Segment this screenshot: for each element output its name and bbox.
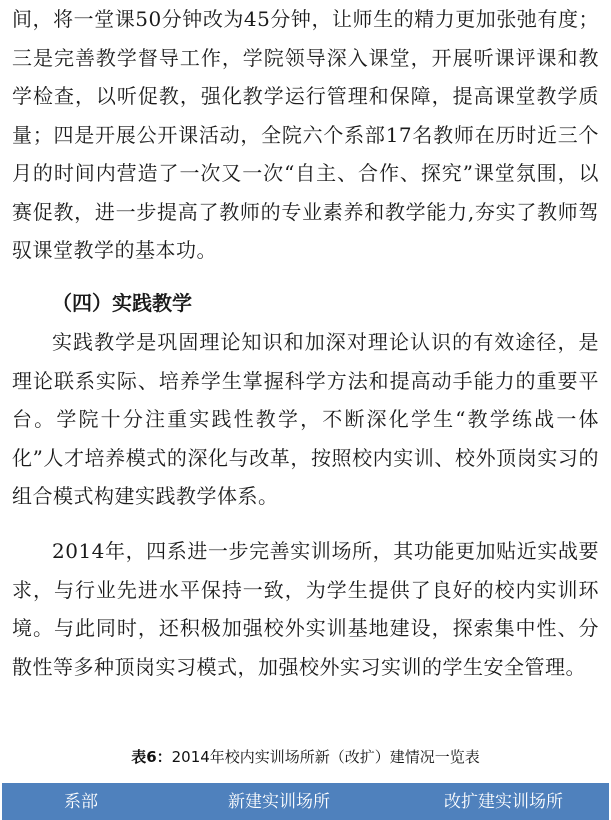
table-header-new-facilities: 新建实训场所: [228, 792, 330, 812]
table-caption-text: 2014年校内实训场所新（改扩）建情况一览表: [171, 748, 480, 766]
table-header-row: [2, 783, 609, 820]
table-caption-label: 表6：: [131, 748, 172, 766]
section-heading-practice-teaching: （四）实践教学: [52, 291, 192, 315]
paragraph-training-facilities: 2014年，四系进一步完善实训场所，其功能更加贴近实战要求，与行业先进水平保持一致，为学生提供了良好的校内实训环境。与此同时，还积极加强校外实训基地建设，探索集中性、分散性等多种顶岗实习模式，加强校外实习实训的学生安全管理。: [12, 539, 599, 679]
table-header-expanded-facilities: 改扩建实训场所: [444, 792, 563, 812]
table-header-department: 系部: [64, 792, 98, 812]
paragraph-practice-teaching: 实践教学是巩固理论知识和加深对理论认识的有效途径，是理论联系实际、培养学生掌握科学方法和提高动手能力的重要平台。学院十分注重实践性教学，不断深化学生“教学练战一体化”人才培养模式的深化与改革，按照校内实训、校外顶岗实习的组合模式构建实践教学体系。: [12, 330, 599, 508]
paragraph-teaching-reform: 间，将一堂课50分钟改为45分钟，让师生的精力更加张弛有度；三是完善教学督导工作，学院领导深入课堂，开展听课评课和教学检查，以听促教，强化教学运行管理和保障，提高课堂教学质量；四是开展公开课活动，全院六个系部17名教师在历时近三个月的时间内营造了一次又一次“自主、合作、探究”课堂氛围，以赛促教，进一步提高了教师的专业素养和教学能力,夯实了教师驾驭课堂教学的基本功。: [12, 7, 599, 262]
table-caption: [0, 745, 611, 769]
